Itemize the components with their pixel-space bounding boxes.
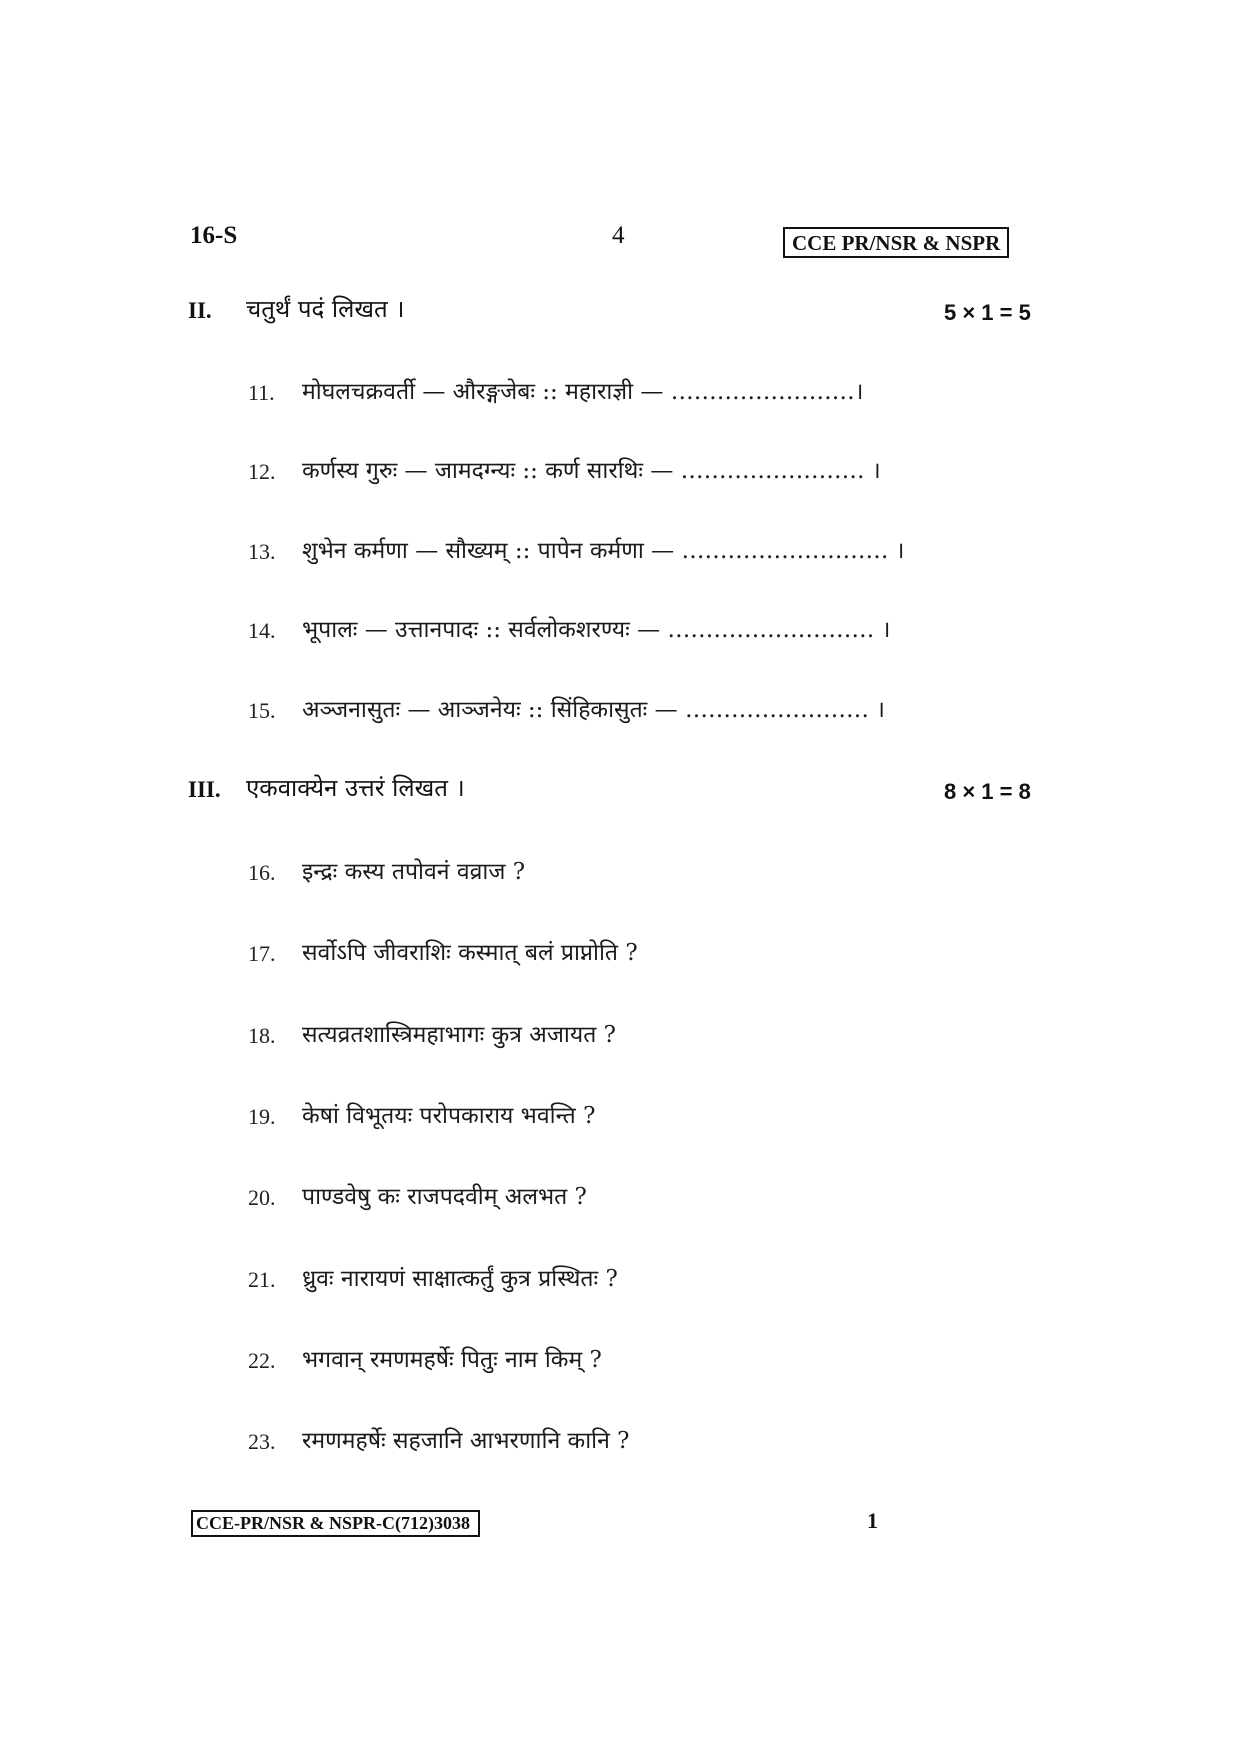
question-text: मोघलचक्रवर्ती — औरङ्गजेबः :: महाराज्ञी — ……………………। — [302, 379, 864, 405]
exam-code-box: CCE PR/NSR & NSPR — [783, 227, 1009, 258]
question-number: 21. — [248, 1267, 276, 1292]
question-text: केषां विभूतयः परोपकाराय भवन्ति ? — [302, 1103, 596, 1129]
question-text: अञ्जनासुतः — आञ्जनेयः :: सिंहिकासुतः — …………………… । — [302, 697, 885, 723]
question-number: 17. — [248, 941, 276, 966]
question-number: 11. — [248, 380, 275, 405]
question-text: शुभेन कर्मणा — सौख्यम् :: पापेन कर्मणा — ……………………… । — [302, 538, 905, 564]
question-text: इन्द्रः कस्य तपोवनं वव्राज ? — [302, 859, 526, 885]
section-marks: 8 × 1 = 8 — [944, 779, 1031, 804]
question-number: 13. — [248, 539, 276, 564]
question-number: 19. — [248, 1104, 276, 1129]
question-number: 18. — [248, 1023, 276, 1048]
question-number: 14. — [248, 618, 276, 643]
question-text: ध्रुवः नारायणं साक्षात्कर्तुं कुत्र प्रस्थितः ? — [302, 1266, 618, 1292]
question-number: 22. — [248, 1348, 276, 1373]
question-number: 12. — [248, 459, 276, 484]
paper-code: 16-S — [190, 222, 238, 249]
section-title: चतुर्थं पदं लिखत । — [246, 295, 405, 323]
question-number: 16. — [248, 860, 276, 885]
section-number: II. — [188, 298, 212, 323]
footer-paper-code-box: CCE-PR/NSR & NSPR-C(712)3038 — [191, 1510, 480, 1537]
question-number: 20. — [248, 1185, 276, 1210]
question-text: सर्वोऽपि जीवराशिः कस्मात् बलं प्राप्नोति ? — [302, 940, 638, 966]
section-marks: 5 × 1 = 5 — [944, 300, 1031, 325]
footer-sheet-number: 1 — [867, 1508, 878, 1533]
question-number: 15. — [248, 698, 276, 723]
question-text: सत्यव्रतशास्त्रिमहाभागः कुत्र अजायत ? — [302, 1022, 616, 1048]
page-number: 4 — [612, 222, 625, 249]
question-text: कर्णस्य गुरुः — जामदग्न्यः :: कर्ण सारथिः — …………………… । — [302, 458, 881, 484]
question-text: रमणमहर्षेः सहजानि आभरणानि कानि ? — [302, 1428, 630, 1454]
section-title: एकवाक्येन उत्तरं लिखत । — [246, 774, 465, 802]
section-number: III. — [188, 777, 221, 802]
question-number: 23. — [248, 1429, 276, 1454]
question-text: भगवान् रमणमहर्षेः पितुः नाम किम् ? — [302, 1347, 602, 1373]
question-text: पाण्डवेषु कः राजपदवीम् अलभत ? — [302, 1184, 587, 1210]
question-text: भूपालः — उत्तानपादः :: सर्वलोकशरण्यः — ……………………… । — [302, 617, 891, 643]
